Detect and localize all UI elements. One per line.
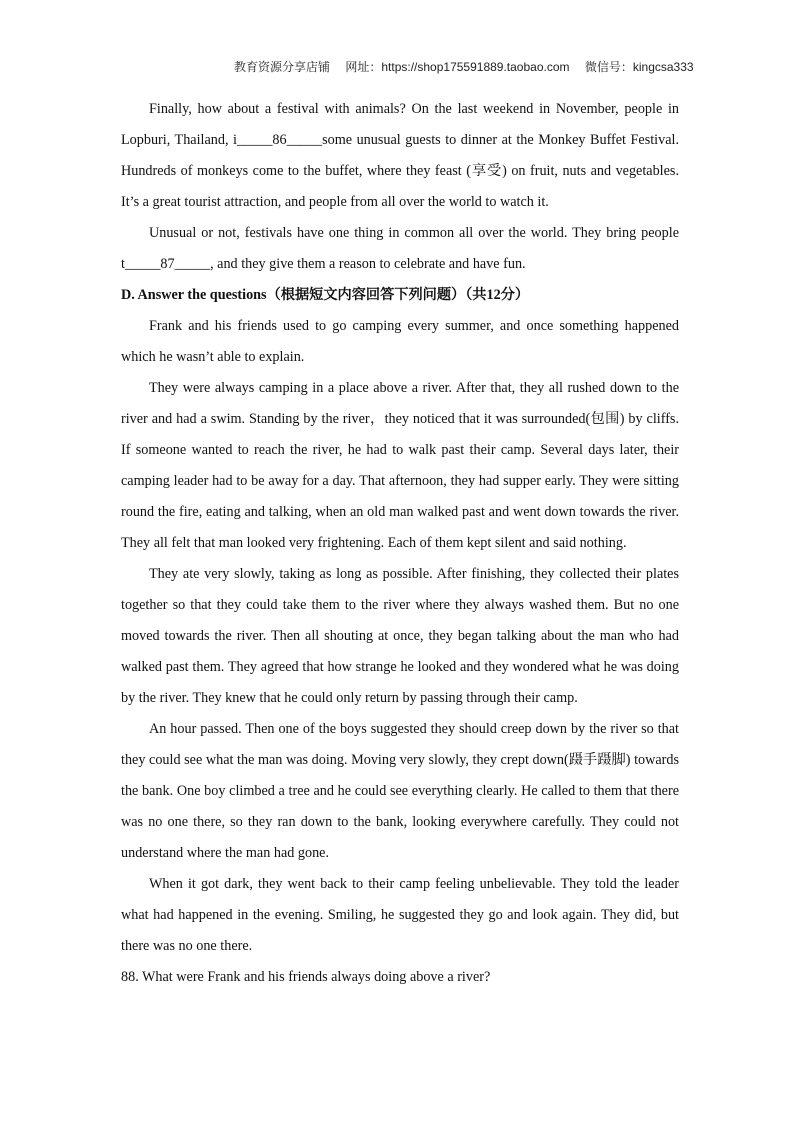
document-body bbox=[121, 94, 679, 993]
shop-url: 网址：https://shop175591889.taobao.com bbox=[345, 60, 570, 74]
question-88: 88. What were Frank and his friends always doing above a river? bbox=[121, 969, 491, 985]
wechat-id: 微信号：kingcsa333 bbox=[584, 60, 694, 74]
passage-paragraph-4: An hour passed. Then one of the boys suggested they should creep down by the river so that they could see what the man was doing. Moving very slowly, they crept down(蹑手蹑脚) towards the bank. One boy climbed a tree and he could see everything clearly. He called to them that there was no one there, so they ran down to the bank, looking everywhere carefully. They could not understand where the man had gone. bbox=[121, 721, 679, 861]
passage-paragraph-2: They were always camping in a place above a river. After that, they all rushed down to the river and had a swim. Standing by the river，they noticed that it was surrounded(包围) by cliffs. If someone wanted to reach the river, he had to walk past their camp. Several days later, their camping leader had to be away for a day. That afternoon, they had supper early. They were sitting round the fire, eating and talking, when an old man walked past and went down towards the river. They all felt that man looked very frightening. Each of them kept silent and said nothing. bbox=[121, 380, 679, 551]
festival-paragraph-1: Finally, how about a festival with animals? On the last weekend in November, people in Lopburi, Thailand, i_____86_____some unusual guests to dinner at the Monkey Buffet Festival. Hundreds of monkeys come to the buffet, where they feast (享受) on fruit, nuts and vegetables. It’s a great tourist attraction, and people from all over the world to watch it. bbox=[121, 101, 679, 210]
festival-paragraph-2: Unusual or not, festivals have one thing in common all over the world. They bring people t_____87_____, and they give them a reason to celebrate and have fun. bbox=[121, 225, 679, 272]
shop-name: 教育资源分享店铺 bbox=[234, 60, 331, 74]
passage-paragraph-1: Frank and his friends used to go camping every summer, and once something happened which he wasn’t able to explain. bbox=[121, 318, 679, 365]
passage-paragraph-5: When it got dark, they went back to their camp feeling unbelievable. They told the leader what had happened in the evening. Smiling, he suggested they go and look again. They did, but there was no one there. bbox=[121, 876, 679, 954]
section-d-heading: D. Answer the questions（根据短文内容回答下列问题）（共12分） bbox=[121, 287, 530, 303]
passage-paragraph-3: They ate very slowly, taking as long as possible. After finishing, they collected their plates together so that they could take them to the river where they always washed them. But no one moved towards the river. Then all shouting at once, they began talking about the man who had walked past them. They agreed that how strange he looked and they wondered what he was doing by the river. They knew that he could only return by passing through their camp. bbox=[121, 566, 679, 706]
page-header bbox=[234, 58, 694, 75]
